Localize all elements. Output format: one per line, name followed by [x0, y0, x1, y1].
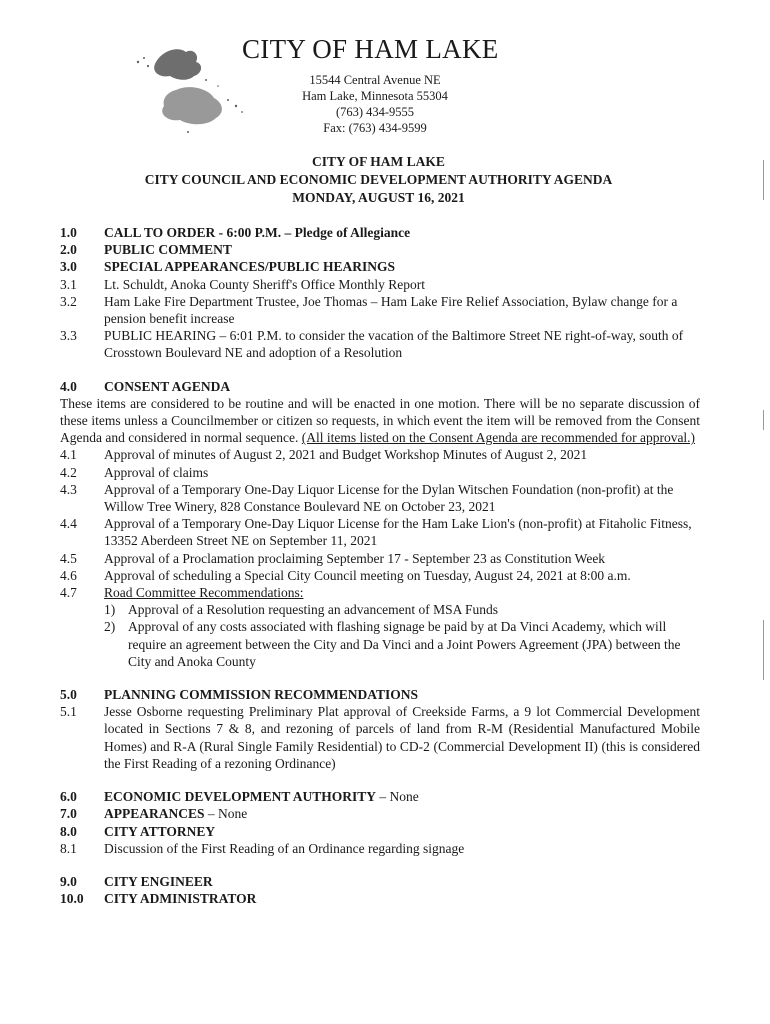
- section-planning-commission: [60, 686, 700, 703]
- section-number: 5.0: [60, 687, 77, 703]
- item-number: 4.3: [60, 481, 77, 497]
- section-number: 10.0: [60, 891, 84, 907]
- section-title: CITY ATTORNEY: [104, 823, 216, 839]
- agenda-heading-title: CITY COUNCIL AND ECONOMIC DEVELOPMENT AUTHORITY AGENDA: [144, 172, 613, 187]
- item-text: Lt. Schuldt, Anoka County Sheriff's Office Monthly Report: [104, 276, 426, 292]
- agenda-item: [60, 550, 700, 567]
- section-appearances: [60, 805, 700, 822]
- agenda-heading-date: MONDAY, AUGUST 16, 2021: [292, 190, 465, 205]
- item-number: 4.6: [60, 567, 77, 583]
- agenda-item: [60, 567, 700, 584]
- item-number: 4.1: [60, 447, 77, 463]
- agenda-item: [60, 276, 700, 293]
- agenda-item: [60, 293, 700, 327]
- scan-mark: [763, 410, 764, 430]
- section-title: CITY ADMINISTRATOR: [104, 891, 257, 907]
- consent-description-text: These items are considered to be routine and will be enacted in one motion. There will be no separate discussion of these items unless a Councilmember or citizen so requests, in which event the item will be removed from the Consent Agenda and considered in normal sequence.: [60, 395, 700, 446]
- city-address: [270, 72, 480, 136]
- agenda-item: [60, 703, 700, 772]
- agenda-item: [60, 327, 700, 361]
- sub-item-number: 2): [104, 619, 116, 635]
- section-number: 9.0: [60, 873, 77, 889]
- section-city-engineer: [60, 873, 700, 890]
- agenda-item: [60, 584, 700, 601]
- section-number: 6.0: [60, 789, 77, 805]
- agenda-heading: [0, 153, 757, 207]
- address-line: 15544 Central Avenue NE: [309, 73, 441, 87]
- item-number: 4.7: [60, 585, 77, 601]
- section-economic-development: [60, 788, 700, 805]
- section-title: ECONOMIC DEVELOPMENT AUTHORITY: [104, 789, 377, 805]
- sub-item: [60, 618, 700, 670]
- item-text: Road Committee Recommendations:: [104, 585, 304, 601]
- item-number: 4.4: [60, 516, 77, 532]
- fax-line: Fax: (763) 434-9599: [323, 121, 427, 135]
- sub-item: [60, 601, 700, 618]
- agenda-item: [60, 515, 700, 549]
- section-number: 1.0: [60, 225, 77, 240]
- item-number: 4.5: [60, 550, 77, 566]
- section-title: CONSENT AGENDA: [104, 378, 231, 394]
- section-consent-agenda: [60, 378, 700, 395]
- agenda-item: [60, 840, 700, 857]
- section-title: SPECIAL APPEARANCES/PUBLIC HEARINGS: [104, 259, 396, 275]
- sub-item-number: 1): [104, 602, 116, 618]
- item-number: 4.2: [60, 464, 77, 480]
- address-line: Ham Lake, Minnesota 55304: [302, 89, 448, 103]
- section-number: 4.0: [60, 378, 77, 394]
- agenda-body: [60, 224, 700, 907]
- section-title: PLANNING COMMISSION RECOMMENDATIONS: [104, 687, 419, 703]
- item-text: Approval of scheduling a Special City Council meeting on Tuesday, August 24, 2021 at 8:00 a.m.: [104, 567, 631, 583]
- agenda-item: [60, 446, 700, 463]
- item-text: Jesse Osborne requesting Preliminary Plat approval of Creekside Farms, a 9 lot Commercial Development located in Sections 7 & 8, and rezoning of parcels of land from R-M (Residential Manufactured Mobile Homes) and R-A (Rural Single Family Residential) to CD-2 (Commercial Development II) (this is considered the First Reading of a rezoning Ordinance): [104, 704, 700, 771]
- section-suffix: – None: [376, 789, 419, 805]
- agenda-item: [60, 481, 700, 515]
- scan-mark: [763, 160, 764, 200]
- section-number: 2.0: [60, 242, 77, 258]
- section-call-to-order: [60, 224, 700, 241]
- section-title: PUBLIC COMMENT: [104, 242, 232, 258]
- scan-mark: [763, 620, 764, 680]
- item-text: PUBLIC HEARING – 6:01 P.M. to consider the vacation of the Baltimore Street NE right-of-way, south of Crosstown Boulevard NE and adoption of a Resolution: [104, 328, 684, 361]
- section-title: CALL TO ORDER - 6:00 P.M. – Pledge of Allegiance: [104, 225, 411, 240]
- sub-item-text: Approval of any costs associated with flashing signage be paid by at Da Vinci Academy, which will require an agreement between the City and Da Vinci and a Joint Powers Agreement (JPA) between the City and Anoka County: [128, 619, 681, 669]
- consent-approval-note: (All items listed on the Consent Agenda are recommended for approval.): [301, 430, 696, 446]
- agenda-heading-city: CITY OF HAM LAKE: [312, 154, 445, 169]
- item-text: Approval of minutes of August 2, 2021 and Budget Workshop Minutes of August 2, 2021: [104, 447, 588, 463]
- section-number: 3.0: [60, 259, 77, 275]
- section-special-appearances: [60, 258, 700, 275]
- item-number: 5.1: [60, 704, 77, 720]
- section-public-comment: [60, 241, 700, 258]
- section-suffix: – None: [204, 806, 248, 822]
- section-city-administrator: [60, 890, 700, 907]
- agenda-item: [60, 464, 700, 481]
- item-text: Approval of a Temporary One-Day Liquor License for the Dylan Witschen Foundation (non-profit) at the Willow Tree Winery, 828 Constance Boulevard NE on October 23, 2021: [104, 481, 674, 515]
- item-number: 3.3: [60, 328, 77, 344]
- sub-item-text: Approval of a Resolution requesting an advancement of MSA Funds: [128, 602, 499, 618]
- item-text: Discussion of the First Reading of an Ordinance regarding signage: [104, 840, 465, 856]
- item-text: Ham Lake Fire Department Trustee, Joe Thomas – Ham Lake Fire Relief Association, Bylaw change for a pension benefit increase: [104, 293, 678, 327]
- item-text: Approval of a Proclamation proclaiming September 17 - September 23 as Constitution Week: [104, 550, 606, 566]
- section-number: 8.0: [60, 823, 77, 839]
- item-number: 8.1: [60, 840, 77, 856]
- section-title: APPEARANCES: [104, 806, 205, 822]
- item-number: 3.1: [60, 276, 77, 292]
- item-text: Approval of claims: [104, 464, 209, 480]
- section-number: 7.0: [60, 806, 77, 822]
- item-text: Approval of a Temporary One-Day Liquor License for the Ham Lake Lion's (non-profit) at Fitaholic Fitness, 13352 Aberdeen Street NE on September 11, 2021: [104, 516, 692, 549]
- consent-agenda-description: [60, 395, 700, 447]
- item-number: 3.2: [60, 293, 77, 309]
- city-title: CITY OF HAM LAKE: [242, 34, 499, 64]
- section-title: CITY ENGINEER: [104, 873, 213, 889]
- phone-line: (763) 434-9555: [335, 105, 415, 119]
- section-city-attorney: [60, 823, 700, 840]
